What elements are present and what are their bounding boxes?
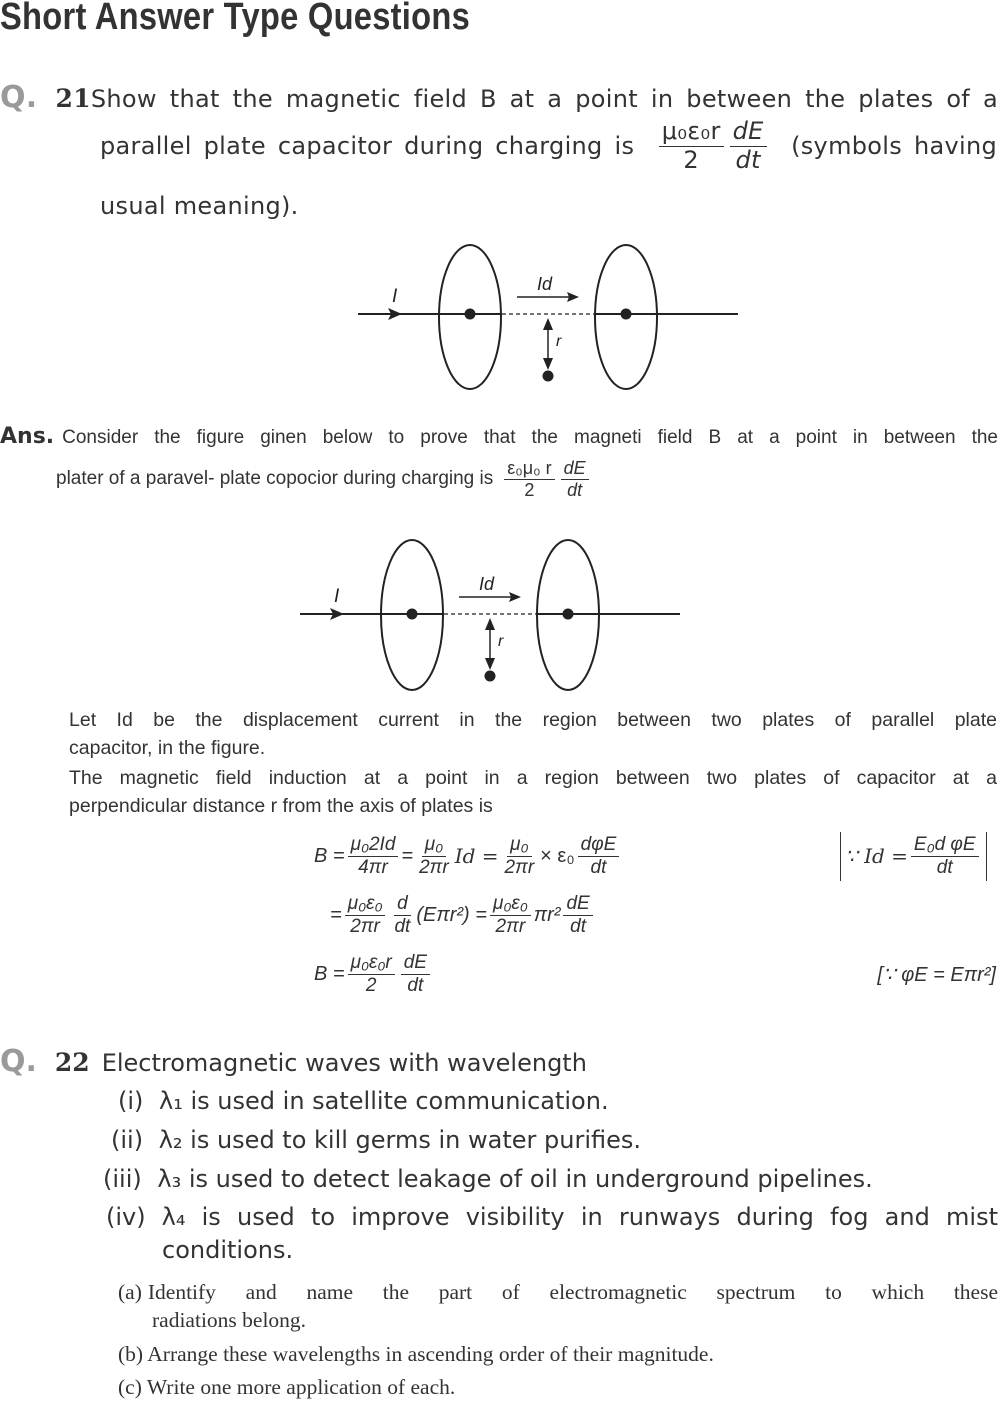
question-number: 22	[54, 1048, 90, 1077]
eq-text: × ε₀	[540, 844, 575, 867]
fraction-numerator: dE	[561, 458, 589, 480]
fraction-numerator: μ₀2Id	[348, 834, 399, 857]
label-distance: r	[498, 633, 504, 650]
question-number: 21	[55, 84, 91, 113]
section-heading: Short Answer Type Questions	[0, 0, 471, 38]
eq-text: ∵ Id =	[845, 844, 908, 869]
eq-text: Id =	[454, 844, 499, 869]
item-text: λ₁ is used in satellite communication.	[159, 1087, 609, 1115]
label-displacement-current: Id	[537, 274, 553, 294]
paragraph-2-line-1: The magnetic field induction at a point in a region between two plates of capacitor at a	[69, 767, 997, 789]
item-number: (iii)	[103, 1165, 142, 1193]
item-number: (i)	[118, 1087, 144, 1115]
list-item	[106, 1203, 998, 1231]
part-text-continued: radiations belong.	[152, 1308, 307, 1332]
label-distance: r	[556, 333, 562, 350]
sub-question	[118, 1342, 714, 1367]
fraction-numerator: μ₀ε₀	[490, 893, 531, 916]
answer-text: Consider the figure ginen below to prove that the magneti field B at a point in between the	[62, 427, 998, 448]
item-text: λ₃ is used to detect leakage of oil in underground pipelines.	[157, 1165, 873, 1193]
equation-2	[330, 893, 596, 938]
fraction-denominator: dt	[590, 856, 607, 878]
fraction-denominator: dt	[570, 915, 586, 937]
eq-text: (Eπr²) =	[416, 903, 487, 926]
part-label: (a)	[118, 1280, 142, 1304]
answer-label: Ans.	[0, 424, 55, 449]
fraction-numerator: μ₀	[422, 834, 446, 857]
capacitor-figure-question	[358, 245, 738, 389]
sub-question	[118, 1375, 455, 1400]
answer-text: plater of a paravel- plate copocior during charging is	[56, 468, 494, 490]
eq-text: =	[401, 844, 414, 867]
paragraph-1-line-2: capacitor, in the figure.	[69, 737, 266, 759]
equation-1	[314, 834, 622, 879]
fraction-numerator: ε₀μ₀ r	[504, 458, 554, 480]
fraction-denominator: 2	[524, 479, 535, 500]
item-number: (ii)	[111, 1126, 144, 1154]
sub-question	[118, 1280, 998, 1305]
fraction-denominator: 2πr	[495, 915, 526, 937]
question-badge: Q.	[0, 80, 38, 115]
equation-3-note: [∵ φE = Eπr²]	[877, 964, 996, 986]
item-text: λ₂ is used to kill germs in water purifies.	[158, 1126, 642, 1154]
fraction-denominator: 4πr	[358, 856, 388, 878]
label-current: I	[392, 286, 398, 307]
fraction-numerator: dE	[730, 118, 767, 147]
fraction-denominator: 2πr	[504, 856, 535, 878]
equation-1-note	[840, 832, 987, 881]
paragraph-2-line-2: perpendicular distance r from the axis of plates is	[69, 795, 493, 817]
fraction-numerator: d	[394, 893, 411, 916]
part-label: (b)	[118, 1342, 144, 1366]
question-intro: Electromagnetic waves with wavelength	[101, 1049, 587, 1077]
fraction-denominator: dt	[567, 479, 583, 500]
question-line-3: usual meaning).	[100, 192, 299, 220]
part-text: Write one more application of each.	[146, 1375, 456, 1399]
answer-line-2	[56, 458, 592, 500]
fraction-numerator: E₀d φE	[911, 834, 979, 857]
question-line-2-text: parallel plate capacitor during charging is	[100, 132, 635, 161]
question-badge: Q.	[0, 1044, 37, 1079]
paragraph-1-line-1: Let Id be the displacement current in the region between two plates of parallel plate	[69, 709, 997, 731]
eq-text: =	[330, 903, 342, 926]
label-displacement-current: Id	[479, 574, 495, 594]
label-current: I	[334, 586, 340, 607]
fraction-denominator: dt	[394, 915, 411, 937]
item-text: λ₄ is used to improve visibility in runways during fog and mist	[161, 1203, 998, 1231]
fraction-denominator: 2πr	[419, 856, 449, 878]
list-item	[103, 1165, 873, 1193]
fraction-denominator: 2	[365, 974, 377, 996]
question-line-2-end: (symbols having	[791, 132, 997, 161]
eq-text: πr²	[533, 903, 561, 926]
part-label: (c)	[118, 1375, 142, 1399]
fraction-denominator: dt	[735, 145, 761, 174]
fraction-numerator: dE	[563, 893, 592, 916]
list-item	[118, 1087, 609, 1115]
capacitor-figure-answer	[300, 540, 680, 690]
part-text: Arrange these wavelengths in ascending order of their magnitude.	[147, 1342, 714, 1366]
fraction-denominator: dt	[407, 974, 424, 996]
fraction-denominator: dt	[936, 856, 953, 878]
fraction-denominator: 2	[683, 145, 699, 174]
answer-line-1	[0, 424, 998, 449]
item-number: (iv)	[106, 1203, 146, 1231]
item-text-continued: conditions.	[162, 1236, 294, 1264]
eq-text: B =	[314, 962, 345, 985]
fraction-numerator: μ₀ε₀r	[659, 118, 724, 147]
equation-3	[314, 952, 433, 997]
list-item	[111, 1126, 641, 1154]
fraction-numerator: μ₀	[507, 834, 531, 857]
part-text: Identify and name the part of electromagnetic spectrum to which these	[147, 1280, 998, 1304]
fraction-numerator: dE	[401, 952, 430, 975]
question-line-1: Show that the magnetic field B at a point in between the plates of a	[90, 85, 998, 113]
eq-text: B =	[314, 844, 345, 867]
fraction-numerator: μ₀ε₀	[345, 893, 386, 916]
fraction-denominator: 2πr	[350, 915, 380, 937]
fraction-numerator: μ₀ε₀r	[348, 952, 395, 975]
question-22	[0, 1044, 587, 1079]
fraction-numerator: dφE	[578, 834, 620, 857]
